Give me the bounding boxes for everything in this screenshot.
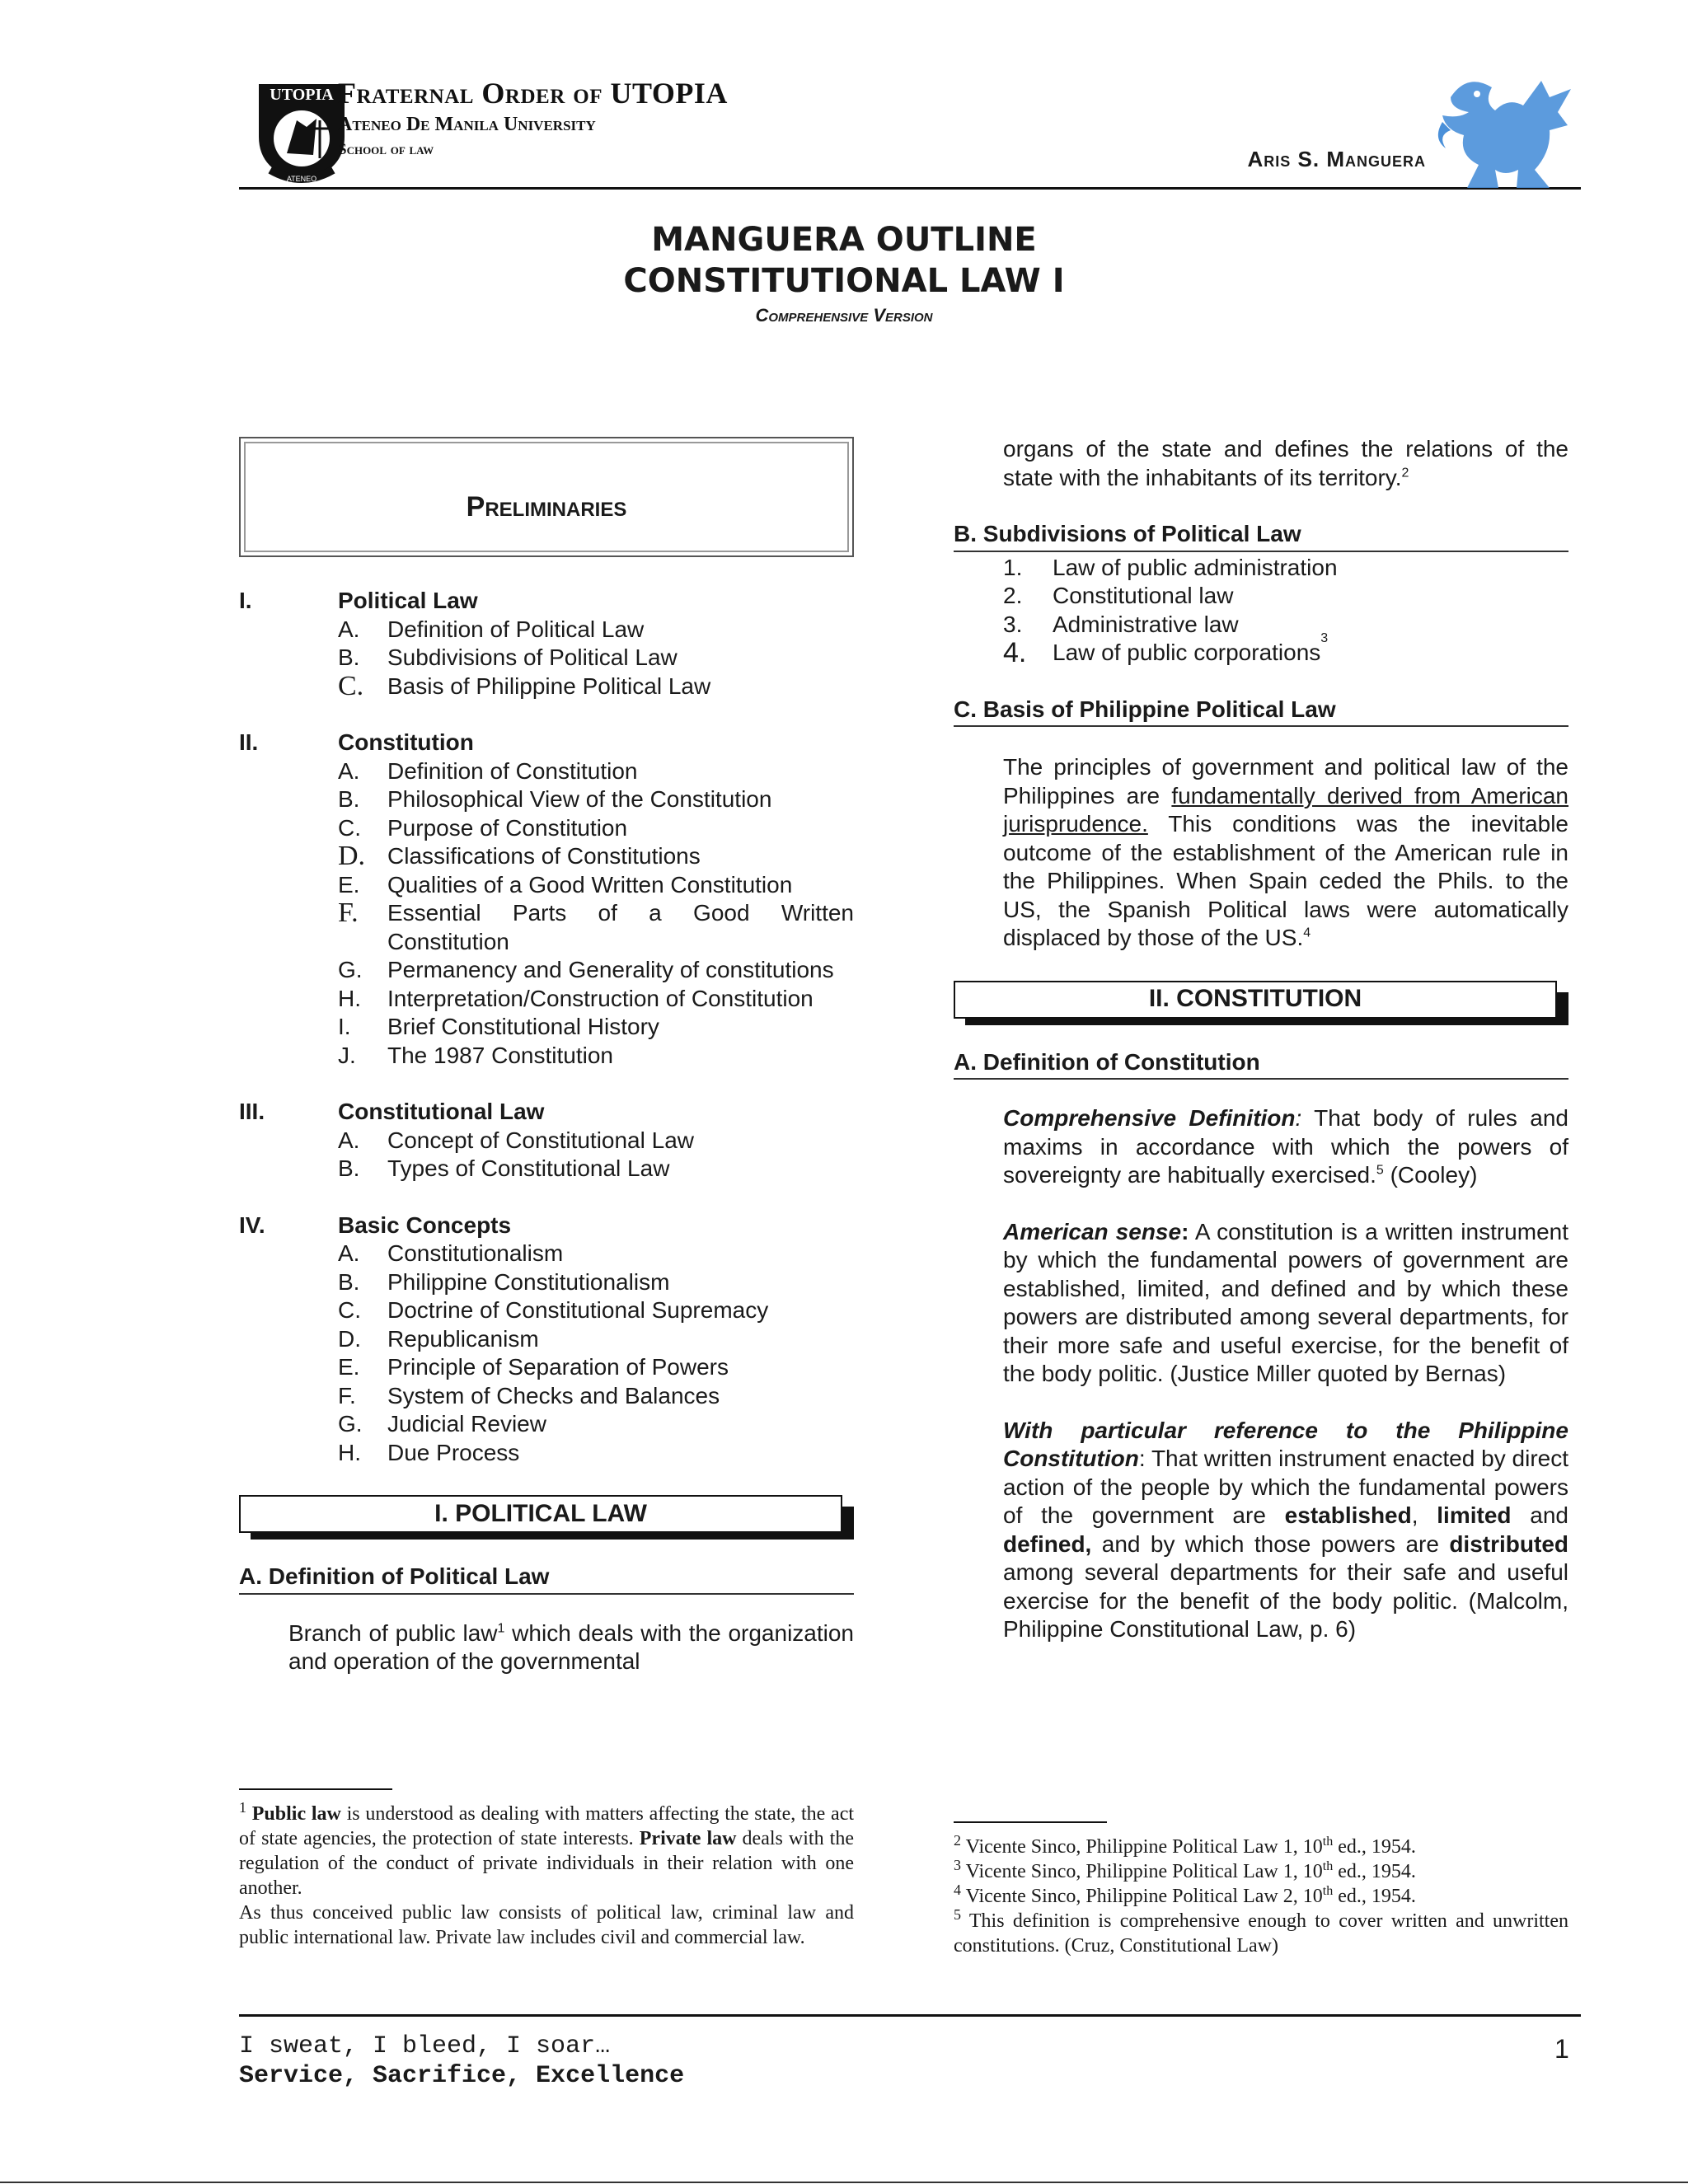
toc-item-letter: B. (338, 644, 360, 670)
subdivisions-list (954, 554, 1568, 668)
toc-item-letter: E. (338, 1354, 360, 1380)
page-number: 1 (1554, 2034, 1569, 2064)
footnote-mark: 4 (954, 1882, 961, 1898)
toc-item-text: Principle of Separation of Powers (387, 1354, 729, 1380)
toc-item (239, 899, 854, 956)
ordinal-suffix: th (1322, 1835, 1334, 1849)
page-header (239, 73, 1581, 190)
footnote-text: This definition is comprehensive enough to cover written and unwritten constitutions. (Cruz, Constitutional Law) (954, 1910, 1568, 1957)
preliminaries-title: Preliminaries (466, 490, 627, 523)
left-column (239, 437, 854, 1704)
bold-term: limited (1437, 1502, 1512, 1528)
toc-item-letter: B. (338, 1155, 360, 1181)
paragraph-basis (954, 753, 1568, 953)
toc-item-text: Philosophical View of the Constitution (387, 786, 772, 812)
toc-item (239, 871, 854, 900)
toc-item-letter: C. (338, 670, 364, 701)
toc-item (239, 1013, 854, 1042)
toc-item-text: Philippine Constitutionalism (387, 1268, 670, 1295)
toc-item-letter: A. (338, 1127, 360, 1153)
toc-item-letter: J. (338, 1042, 356, 1068)
list-item-number: 1. (1003, 554, 1023, 580)
table-of-contents (239, 587, 854, 1467)
toc-item-text: Due Process (387, 1439, 520, 1465)
toc-item-text: Definition of Constitution (387, 757, 638, 784)
paragraph-text: That body of rules and maxims in accordance with which the powers of sovereignty are habitually exercised. (1003, 1105, 1568, 1188)
toc-item (239, 1042, 854, 1071)
bold-term: defined, (1003, 1530, 1092, 1557)
footnote-2 (954, 1832, 1568, 1859)
bold-term: Private law (639, 1828, 737, 1849)
toc-item (239, 1268, 854, 1297)
definition-label: Comprehensive Definition (1003, 1105, 1296, 1131)
document-title (0, 219, 1688, 326)
toc-item-text: Doctrine of Constitutional Supremacy (387, 1297, 769, 1323)
toc-item (239, 985, 854, 1014)
underlined-text: fundamentally derived from American jurisprudence. (1003, 782, 1569, 837)
toc-item-letter: H. (338, 985, 361, 1011)
author-name: Aris S. Manguera (1247, 147, 1426, 171)
footnote-text: ed., 1954. (1333, 1861, 1416, 1882)
paragraph-text: and by which those powers are (1091, 1530, 1450, 1557)
logo-ring-text: ATENEO (286, 175, 317, 183)
toc-item-letter: A. (338, 1240, 360, 1266)
toc-item-text: Concept of Constitutional Law (387, 1127, 694, 1153)
paragraph-text: , (1411, 1502, 1437, 1528)
toc-section-heading (239, 1212, 854, 1240)
toc-section (239, 587, 854, 701)
toc-item-text: Judicial Review (387, 1411, 546, 1436)
footnote-text: deals with the regulation of the conduct of private individuals in their relation with one another. (239, 1828, 854, 1899)
toc-item-letter: F. (338, 1382, 356, 1408)
toc-item (239, 1382, 854, 1411)
footnote-ref: 2 (1401, 466, 1409, 480)
right-column (954, 435, 1568, 1672)
definition-label: With particular reference to the Philippine Constitution (1003, 1417, 1568, 1471)
toc-item (239, 814, 854, 843)
paragraph-text: among several departments for their safe and useful exercise for the benefit of the body politic. (Malcolm, Philippine Constitutional Law, p. 6) (1003, 1559, 1568, 1642)
toc-item (239, 644, 854, 673)
toc-item-letter: B. (338, 1268, 360, 1295)
toc-item-text: Interpretation/Construction of Constitution (387, 985, 814, 1011)
toc-item-letter: E. (338, 871, 360, 898)
paragraph-text: Branch of public law (288, 1619, 498, 1646)
toc-item (239, 1439, 854, 1468)
footnote-1 (239, 1799, 855, 1900)
list-item-number: 2. (1003, 583, 1023, 608)
org-line-1: Fraternal Order of UTOPIA (338, 77, 728, 110)
paragraph-text: A constitution is a written instrument by which the fundamental powers of government are established, limited, and defined and by which these powers are distributed among several departments, for their more safe and useful exercise, for the benefit of the body politic. (Justice Miller quoted by Bernas) (1003, 1218, 1568, 1386)
section-bar-constitution (954, 981, 1568, 1019)
toc-item (239, 1353, 854, 1382)
definition-label: American sense (1003, 1218, 1182, 1244)
toc-item-letter: C. (338, 1297, 361, 1323)
toc-item-text: Subdivisions of Political Law (387, 644, 678, 670)
paragraph-text: : That written instrument enacted by direct action of the people by which the fundamental powers of the government are (1003, 1446, 1568, 1528)
footnote-ref: 5 (1376, 1163, 1384, 1178)
section-bar-label: I. POLITICAL LAW (239, 1495, 842, 1533)
toc-item (239, 757, 854, 786)
motto-line-2: Service, Sacrifice, Excellence (239, 2062, 685, 2090)
ordinal-suffix: th (1322, 1884, 1334, 1898)
toc-item-letter: F. (338, 898, 359, 928)
toc-item-text: The 1987 Constitution (387, 1042, 613, 1068)
paragraph-text: This conditions was the inevitable outcome of the establishment of the American rule in the Philippines. When Spain ceded the Phils. to the US, the Spanish Political laws were automatically displaced by those of the US. (1003, 811, 1568, 950)
toc-item-letter: D. (338, 841, 366, 871)
footer-divider (239, 2014, 1581, 2017)
org-line-3: School of law (338, 140, 434, 158)
section-bar-political-law (239, 1495, 854, 1533)
footnote-ref: 3 (1320, 631, 1329, 645)
toc-item-text: Qualities of a Good Written Constitution (387, 871, 793, 898)
paragraph-text: organs of the state and defines the relations of the state with the inhabitants of its territory. (1003, 436, 1568, 490)
toc-item-text: Types of Constitutional Law (387, 1155, 670, 1181)
list-item-text: Law of public administration (1053, 554, 1338, 580)
preliminaries-box (239, 437, 854, 557)
footnote-mark: 2 (954, 1832, 961, 1849)
bold-term: distributed (1449, 1530, 1568, 1557)
toc-section-number: I. (239, 588, 252, 613)
paragraph-continued (954, 435, 1568, 492)
toc-item-text: System of Checks and Balances (387, 1382, 720, 1408)
toc-section (239, 1212, 854, 1468)
footnote-text: ed., 1954. (1333, 1886, 1416, 1907)
toc-item-text: Purpose of Constitution (387, 814, 628, 841)
title-subtitle: Comprehensive Version (755, 305, 933, 326)
footnote-text: Vicente Sinco, Philippine Political Law 1, 10 (965, 1861, 1323, 1882)
title-line-2: CONSTITUTIONAL LAW I (623, 262, 1065, 300)
toc-item (239, 956, 854, 985)
toc-item (239, 1296, 854, 1325)
paragraph-text: (Cooley) (1383, 1162, 1478, 1188)
toc-item (239, 785, 854, 814)
toc-item-letter: I. (338, 1014, 351, 1039)
toc-item-text: Classifications of Constitutions (387, 843, 701, 869)
toc-item-letter: G. (338, 957, 363, 982)
paragraph-text: which deals with the organization and operation of the governmental (288, 1619, 855, 1674)
toc-item-letter: G. (338, 1411, 363, 1436)
toc-section-heading (239, 587, 854, 616)
toc-item (239, 616, 854, 644)
footnote-mark: 5 (954, 1906, 961, 1923)
footnote-divider (954, 1821, 1107, 1823)
toc-section-title: Basic Concepts (338, 1212, 512, 1238)
toc-item-text: Republicanism (387, 1325, 539, 1352)
toc-item-letter: C. (338, 814, 361, 841)
toc-item-text: Brief Constitutional History (387, 1014, 659, 1039)
org-line-2: Ateneo De Manila University (338, 113, 596, 135)
page-bottom-edge (0, 2182, 1688, 2183)
logo-text: UTOPIA (270, 86, 334, 104)
section-bar-label: II. CONSTITUTION (954, 981, 1557, 1019)
list-item (954, 554, 1568, 583)
footnote-5 (954, 1906, 1568, 1958)
footnote-3 (954, 1859, 1568, 1884)
toc-item (239, 1155, 854, 1183)
footnote-ref: 1 (497, 1621, 505, 1636)
toc-item-letter: A. (338, 616, 360, 642)
list-item-text: Law of public corporations (1053, 640, 1321, 665)
toc-section-heading (239, 729, 854, 757)
paragraph-american-sense: American sense: A constitution is a written instrument by which the fundamental powers of government are established, limited, and defined and by which these powers are distributed among several departments, for their more safe and useful exercise, for the benefit of the body politic. (Justice Miller quoted by Bernas) (1003, 1218, 1568, 1386)
list-item-number: 4. (1003, 637, 1027, 668)
footnote-text: Vicente Sinco, Philippine Political Law 2, 10 (965, 1886, 1323, 1907)
toc-section (239, 1098, 854, 1183)
title-line-1: MANGUERA OUTLINE (651, 221, 1037, 259)
toc-section-title: Political Law (338, 588, 478, 613)
footer-motto (239, 2032, 684, 2091)
list-item (954, 611, 1568, 640)
griffin-icon (1426, 73, 1574, 188)
toc-section-title: Constitutional Law (338, 1099, 545, 1124)
toc-item-text: Definition of Political Law (387, 616, 645, 642)
subheading-subdivisions: B. Subdivisions of Political Law (954, 520, 1568, 552)
toc-item-letter: B. (338, 786, 360, 812)
toc-section-title: Constitution (338, 729, 474, 755)
paragraph-text: and (1511, 1502, 1568, 1528)
ordinal-suffix: th (1322, 1859, 1334, 1873)
bold-term: Public law (251, 1803, 341, 1825)
toc-item-letter: D. (338, 1325, 361, 1352)
footnote-mark: 1 (239, 1799, 246, 1816)
toc-section-heading (239, 1098, 854, 1127)
list-item (954, 631, 1568, 668)
toc-item-text: Constitutionalism (387, 1240, 564, 1266)
toc-item-text: Essential Parts of a Good Written Constitution (387, 900, 854, 954)
footnotes-right (954, 1821, 1568, 1958)
toc-item-letter: H. (338, 1439, 361, 1465)
toc-section-number: III. (239, 1099, 265, 1124)
toc-section (239, 729, 854, 1070)
footnote-divider (239, 1788, 392, 1790)
list-item-text: Constitutional law (1053, 583, 1234, 608)
paragraph-political-law-definition (239, 1619, 854, 1676)
bold-term: established (1284, 1502, 1412, 1528)
footnote-text: ed., 1954. (1333, 1836, 1416, 1858)
toc-item (239, 842, 854, 871)
paragraph-text: The principles of government and political law of the Philippines are (1003, 754, 1568, 808)
footnote-ref: 4 (1303, 926, 1311, 940)
toc-item-letter: A. (338, 757, 360, 784)
footnote-text: is understood as dealing with matters affecting the state, the act of state agencies, the protection of state interests. (239, 1803, 855, 1849)
toc-item (239, 1410, 854, 1439)
list-item-text: Administrative law (1053, 611, 1239, 637)
footnote-1-continued: As thus conceived public law consists of political law, criminal law and public international law. Private law includes civil and commercial law. (239, 1902, 854, 1948)
list-item-number: 3. (1003, 611, 1023, 637)
paragraph-comprehensive-definition: Comprehensive Definition: That body of rules and maxims in accordance with which the powers of sovereignty are habitually exercised.$^5$ (Cooley) (1003, 1105, 1568, 1188)
list-item (954, 582, 1568, 611)
toc-item-text: Permanency and Generality of constitutions (387, 957, 834, 982)
paragraph-philippine-constitution (954, 1417, 1568, 1644)
utopia-shield-logo (254, 79, 349, 185)
toc-item (239, 1127, 854, 1155)
footnote-text: Vicente Sinco, Philippine Political Law 1, 10 (965, 1836, 1323, 1858)
subheading-definition-political-law: A. Definition of Political Law (239, 1563, 854, 1595)
footnotes-right-list (954, 1832, 1568, 1958)
subheading-definition-constitution: A. Definition of Constitution (954, 1048, 1568, 1080)
toc-section-number: II. (239, 729, 259, 755)
toc-item (239, 1240, 854, 1268)
organization-name (338, 77, 728, 159)
subheading-basis: C. Basis of Philippine Political Law (954, 696, 1568, 728)
footnote-4 (954, 1884, 1568, 1909)
footnotes-left (239, 1788, 854, 1950)
toc-item (239, 1325, 854, 1354)
toc-section-number: IV. (239, 1212, 265, 1238)
toc-item-text: Basis of Philippine Political Law (387, 673, 711, 699)
footnote-mark: 3 (954, 1857, 961, 1873)
toc-item (239, 670, 854, 701)
motto-line-1: I sweat, I bleed, I soar… (239, 2032, 611, 2060)
